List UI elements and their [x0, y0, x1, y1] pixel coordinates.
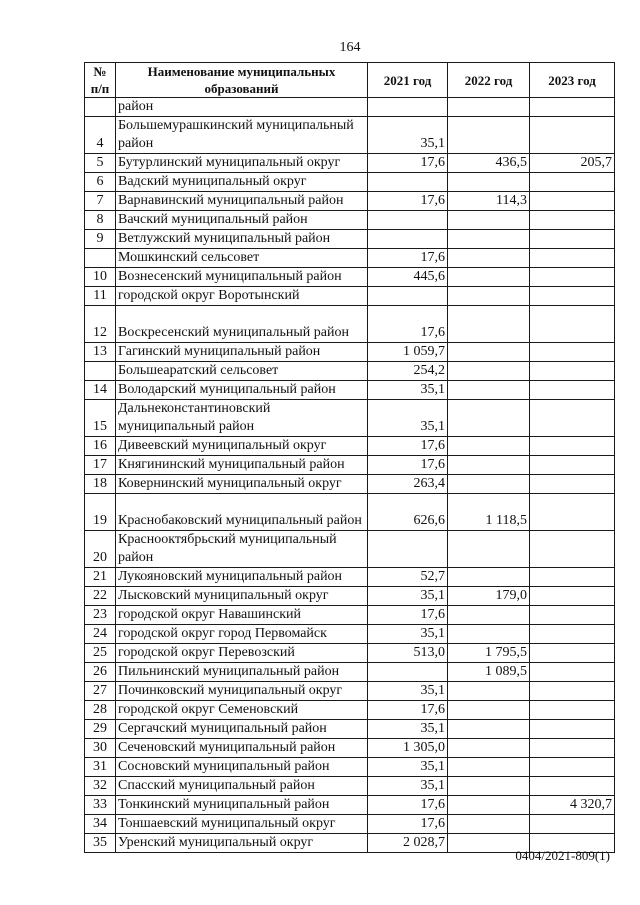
- value-2023: [530, 230, 615, 249]
- value-2023: [530, 362, 615, 381]
- value-2023: [530, 437, 615, 456]
- row-number: 8: [85, 211, 116, 230]
- value-2023: [530, 381, 615, 400]
- table-row: [85, 98, 615, 117]
- municipality-name: Краснооктябрьский муниципальный район: [116, 531, 368, 568]
- value-2022: [448, 98, 530, 117]
- row-number: 5: [85, 154, 116, 173]
- row-number: 18: [85, 475, 116, 494]
- table-row: [85, 117, 615, 154]
- row-number: 28: [85, 701, 116, 720]
- municipality-name: Княгининский муниципальный район: [116, 456, 368, 475]
- row-number: [85, 249, 116, 268]
- row-number: 29: [85, 720, 116, 739]
- table-row: [85, 606, 615, 625]
- value-2021: 1 059,7: [368, 343, 448, 362]
- value-2021: [368, 531, 448, 568]
- value-2021: 626,6: [368, 494, 448, 531]
- row-number: 10: [85, 268, 116, 287]
- row-number: 21: [85, 568, 116, 587]
- value-2022: [448, 701, 530, 720]
- row-number: 26: [85, 663, 116, 682]
- row-number: 15: [85, 400, 116, 437]
- municipality-name: Сергачский муниципальный район: [116, 720, 368, 739]
- value-2021: 17,6: [368, 456, 448, 475]
- value-2022: [448, 815, 530, 834]
- value-2023: [530, 777, 615, 796]
- value-2022: [448, 343, 530, 362]
- municipality-name: Уренский муниципальный округ: [116, 834, 368, 853]
- municipality-name: Ковернинский муниципальный округ: [116, 475, 368, 494]
- municipality-name: городской округ Семеновский: [116, 701, 368, 720]
- value-2021: 52,7: [368, 568, 448, 587]
- table-row: [85, 306, 615, 343]
- municipality-name: Спасский муниципальный район: [116, 777, 368, 796]
- row-number: 11: [85, 287, 116, 306]
- municipality-name: Пильнинский муниципальный район: [116, 663, 368, 682]
- municipality-name: Володарский муниципальный район: [116, 381, 368, 400]
- municipality-name: городской округ Навашинский: [116, 606, 368, 625]
- value-2023: [530, 568, 615, 587]
- municipality-name: Починковский муниципальный округ: [116, 682, 368, 701]
- value-2021: 35,1: [368, 381, 448, 400]
- municipalities-table: [84, 62, 615, 853]
- municipality-name: Большеаратский сельсовет: [116, 362, 368, 381]
- municipality-name: Варнавинский муниципальный район: [116, 192, 368, 211]
- table-row: [85, 343, 615, 362]
- header-number: № п/п: [85, 63, 116, 98]
- value-2023: [530, 663, 615, 682]
- municipality-name: район: [116, 98, 368, 117]
- row-number: 25: [85, 644, 116, 663]
- value-2021: 35,1: [368, 400, 448, 437]
- municipality-name: Краснобаковский муниципальный район: [116, 494, 368, 531]
- value-2022: 114,3: [448, 192, 530, 211]
- value-2021: 445,6: [368, 268, 448, 287]
- value-2022: [448, 249, 530, 268]
- value-2023: [530, 249, 615, 268]
- value-2023: [530, 720, 615, 739]
- table-row: [85, 682, 615, 701]
- value-2023: [530, 625, 615, 644]
- value-2021: 17,6: [368, 306, 448, 343]
- row-number: 9: [85, 230, 116, 249]
- table-row: [85, 268, 615, 287]
- value-2023: [530, 758, 615, 777]
- table-row: [85, 663, 615, 682]
- value-2022: [448, 568, 530, 587]
- table-row: [85, 362, 615, 381]
- row-number: 30: [85, 739, 116, 758]
- table-row: [85, 796, 615, 815]
- table-row: [85, 456, 615, 475]
- municipality-name: Тоншаевский муниципальный округ: [116, 815, 368, 834]
- municipality-name: Дальнеконстантиновский муниципальный район: [116, 400, 368, 437]
- row-number: 20: [85, 531, 116, 568]
- value-2023: [530, 644, 615, 663]
- row-number: 16: [85, 437, 116, 456]
- value-2022: [448, 230, 530, 249]
- value-2022: [448, 287, 530, 306]
- table-row: [85, 475, 615, 494]
- row-number: 24: [85, 625, 116, 644]
- value-2023: [530, 456, 615, 475]
- value-2021: 35,1: [368, 117, 448, 154]
- value-2022: [448, 173, 530, 192]
- value-2022: [448, 606, 530, 625]
- value-2023: [530, 475, 615, 494]
- value-2021: 35,1: [368, 758, 448, 777]
- value-2021: [368, 98, 448, 117]
- municipality-name: Гагинский муниципальный район: [116, 343, 368, 362]
- row-number: 23: [85, 606, 116, 625]
- value-2021: 513,0: [368, 644, 448, 663]
- value-2021: 35,1: [368, 587, 448, 606]
- table-row: [85, 173, 615, 192]
- table-row: [85, 625, 615, 644]
- row-number: 33: [85, 796, 116, 815]
- row-number: 32: [85, 777, 116, 796]
- value-2022: [448, 796, 530, 815]
- value-2021: [368, 230, 448, 249]
- value-2022: 179,0: [448, 587, 530, 606]
- value-2022: [448, 777, 530, 796]
- value-2021: [368, 663, 448, 682]
- row-number: [85, 98, 116, 117]
- header-name: Наименование муниципальных образований: [116, 63, 368, 98]
- table-row: [85, 531, 615, 568]
- value-2023: [530, 211, 615, 230]
- municipality-name: Тонкинский муниципальный район: [116, 796, 368, 815]
- municipality-name: Вачский муниципальный район: [116, 211, 368, 230]
- value-2023: [530, 815, 615, 834]
- municipality-name: Лукояновский муниципальный район: [116, 568, 368, 587]
- value-2022: [448, 720, 530, 739]
- value-2022: [448, 268, 530, 287]
- table-row: [85, 287, 615, 306]
- value-2021: 2 028,7: [368, 834, 448, 853]
- value-2023: [530, 494, 615, 531]
- value-2022: [448, 739, 530, 758]
- value-2023: [530, 400, 615, 437]
- value-2021: [368, 173, 448, 192]
- value-2022: 436,5: [448, 154, 530, 173]
- row-number: 7: [85, 192, 116, 211]
- value-2022: [448, 531, 530, 568]
- table-row: [85, 815, 615, 834]
- row-number: 6: [85, 173, 116, 192]
- value-2022: [448, 211, 530, 230]
- value-2022: [448, 117, 530, 154]
- table-row: [85, 192, 615, 211]
- value-2022: 1 089,5: [448, 663, 530, 682]
- municipality-name: Ветлужский муниципальный район: [116, 230, 368, 249]
- table-row: [85, 739, 615, 758]
- table-row: [85, 400, 615, 437]
- row-number: 13: [85, 343, 116, 362]
- table-row: [85, 494, 615, 531]
- value-2022: [448, 475, 530, 494]
- table-row: [85, 701, 615, 720]
- value-2023: [530, 268, 615, 287]
- row-number: 19: [85, 494, 116, 531]
- value-2021: [368, 287, 448, 306]
- value-2021: 35,1: [368, 682, 448, 701]
- row-number: 14: [85, 381, 116, 400]
- value-2022: 1 118,5: [448, 494, 530, 531]
- value-2022: [448, 306, 530, 343]
- value-2021: 17,6: [368, 154, 448, 173]
- row-number: 35: [85, 834, 116, 853]
- value-2023: 205,7: [530, 154, 615, 173]
- value-2021: 17,6: [368, 796, 448, 815]
- municipality-name: Вадский муниципальный округ: [116, 173, 368, 192]
- value-2023: [530, 173, 615, 192]
- value-2021: 17,6: [368, 192, 448, 211]
- value-2021: 263,4: [368, 475, 448, 494]
- row-number: 4: [85, 117, 116, 154]
- value-2023: [530, 287, 615, 306]
- municipality-name: Сосновский муниципальный район: [116, 758, 368, 777]
- header-2022: 2022 год: [448, 63, 530, 98]
- value-2021: 17,6: [368, 815, 448, 834]
- municipality-name: Вознесенский муниципальный район: [116, 268, 368, 287]
- value-2023: [530, 682, 615, 701]
- value-2021: 1 305,0: [368, 739, 448, 758]
- table-row: [85, 154, 615, 173]
- value-2022: [448, 381, 530, 400]
- value-2021: 17,6: [368, 437, 448, 456]
- value-2021: 35,1: [368, 625, 448, 644]
- header-2023: 2023 год: [530, 63, 615, 98]
- value-2021: [368, 211, 448, 230]
- municipality-name: Лысковский муниципальный округ: [116, 587, 368, 606]
- value-2023: [530, 306, 615, 343]
- row-number: 22: [85, 587, 116, 606]
- municipality-name: городской округ город Первомайск: [116, 625, 368, 644]
- value-2023: [530, 739, 615, 758]
- value-2023: 4 320,7: [530, 796, 615, 815]
- row-number: 17: [85, 456, 116, 475]
- table-body: [85, 98, 615, 853]
- row-number: 12: [85, 306, 116, 343]
- table-row: [85, 230, 615, 249]
- municipality-name: Бутурлинский муниципальный округ: [116, 154, 368, 173]
- value-2022: [448, 362, 530, 381]
- value-2022: [448, 682, 530, 701]
- document-code: 0404/2021-809(1): [515, 848, 610, 863]
- value-2022: [448, 400, 530, 437]
- value-2021: 35,1: [368, 777, 448, 796]
- row-number: 27: [85, 682, 116, 701]
- table-row: [85, 720, 615, 739]
- value-2022: [448, 758, 530, 777]
- table-header-row: [85, 63, 615, 98]
- municipality-name: Большемурашкинский муниципальный район: [116, 117, 368, 154]
- row-number: 34: [85, 815, 116, 834]
- value-2021: 17,6: [368, 606, 448, 625]
- value-2022: 1 795,5: [448, 644, 530, 663]
- municipality-name: городской округ Воротынский: [116, 287, 368, 306]
- value-2023: [530, 531, 615, 568]
- value-2023: [530, 192, 615, 211]
- value-2021: 17,6: [368, 249, 448, 268]
- table-row: [85, 381, 615, 400]
- value-2021: 35,1: [368, 720, 448, 739]
- value-2021: 17,6: [368, 701, 448, 720]
- value-2023: [530, 701, 615, 720]
- table-row: [85, 777, 615, 796]
- table-row: [85, 437, 615, 456]
- municipality-name: городской округ Перевозский: [116, 644, 368, 663]
- value-2022: [448, 456, 530, 475]
- value-2022: [448, 437, 530, 456]
- header-2021: 2021 год: [368, 63, 448, 98]
- value-2023: [530, 587, 615, 606]
- value-2023: [530, 606, 615, 625]
- table-row: [85, 758, 615, 777]
- table-row: [85, 211, 615, 230]
- value-2023: [530, 98, 615, 117]
- page-number: 164: [339, 40, 361, 55]
- table-row: [85, 644, 615, 663]
- municipality-name: Мошкинский сельсовет: [116, 249, 368, 268]
- table-row: [85, 568, 615, 587]
- value-2021: 254,2: [368, 362, 448, 381]
- municipality-name: Дивеевский муниципальный округ: [116, 437, 368, 456]
- row-number: [85, 362, 116, 381]
- value-2023: [530, 117, 615, 154]
- table-row: [85, 249, 615, 268]
- row-number: 31: [85, 758, 116, 777]
- value-2023: [530, 343, 615, 362]
- municipality-name: Сеченовский муниципальный район: [116, 739, 368, 758]
- municipality-name: Воскресенский муниципальный район: [116, 306, 368, 343]
- value-2022: [448, 625, 530, 644]
- table-row: [85, 587, 615, 606]
